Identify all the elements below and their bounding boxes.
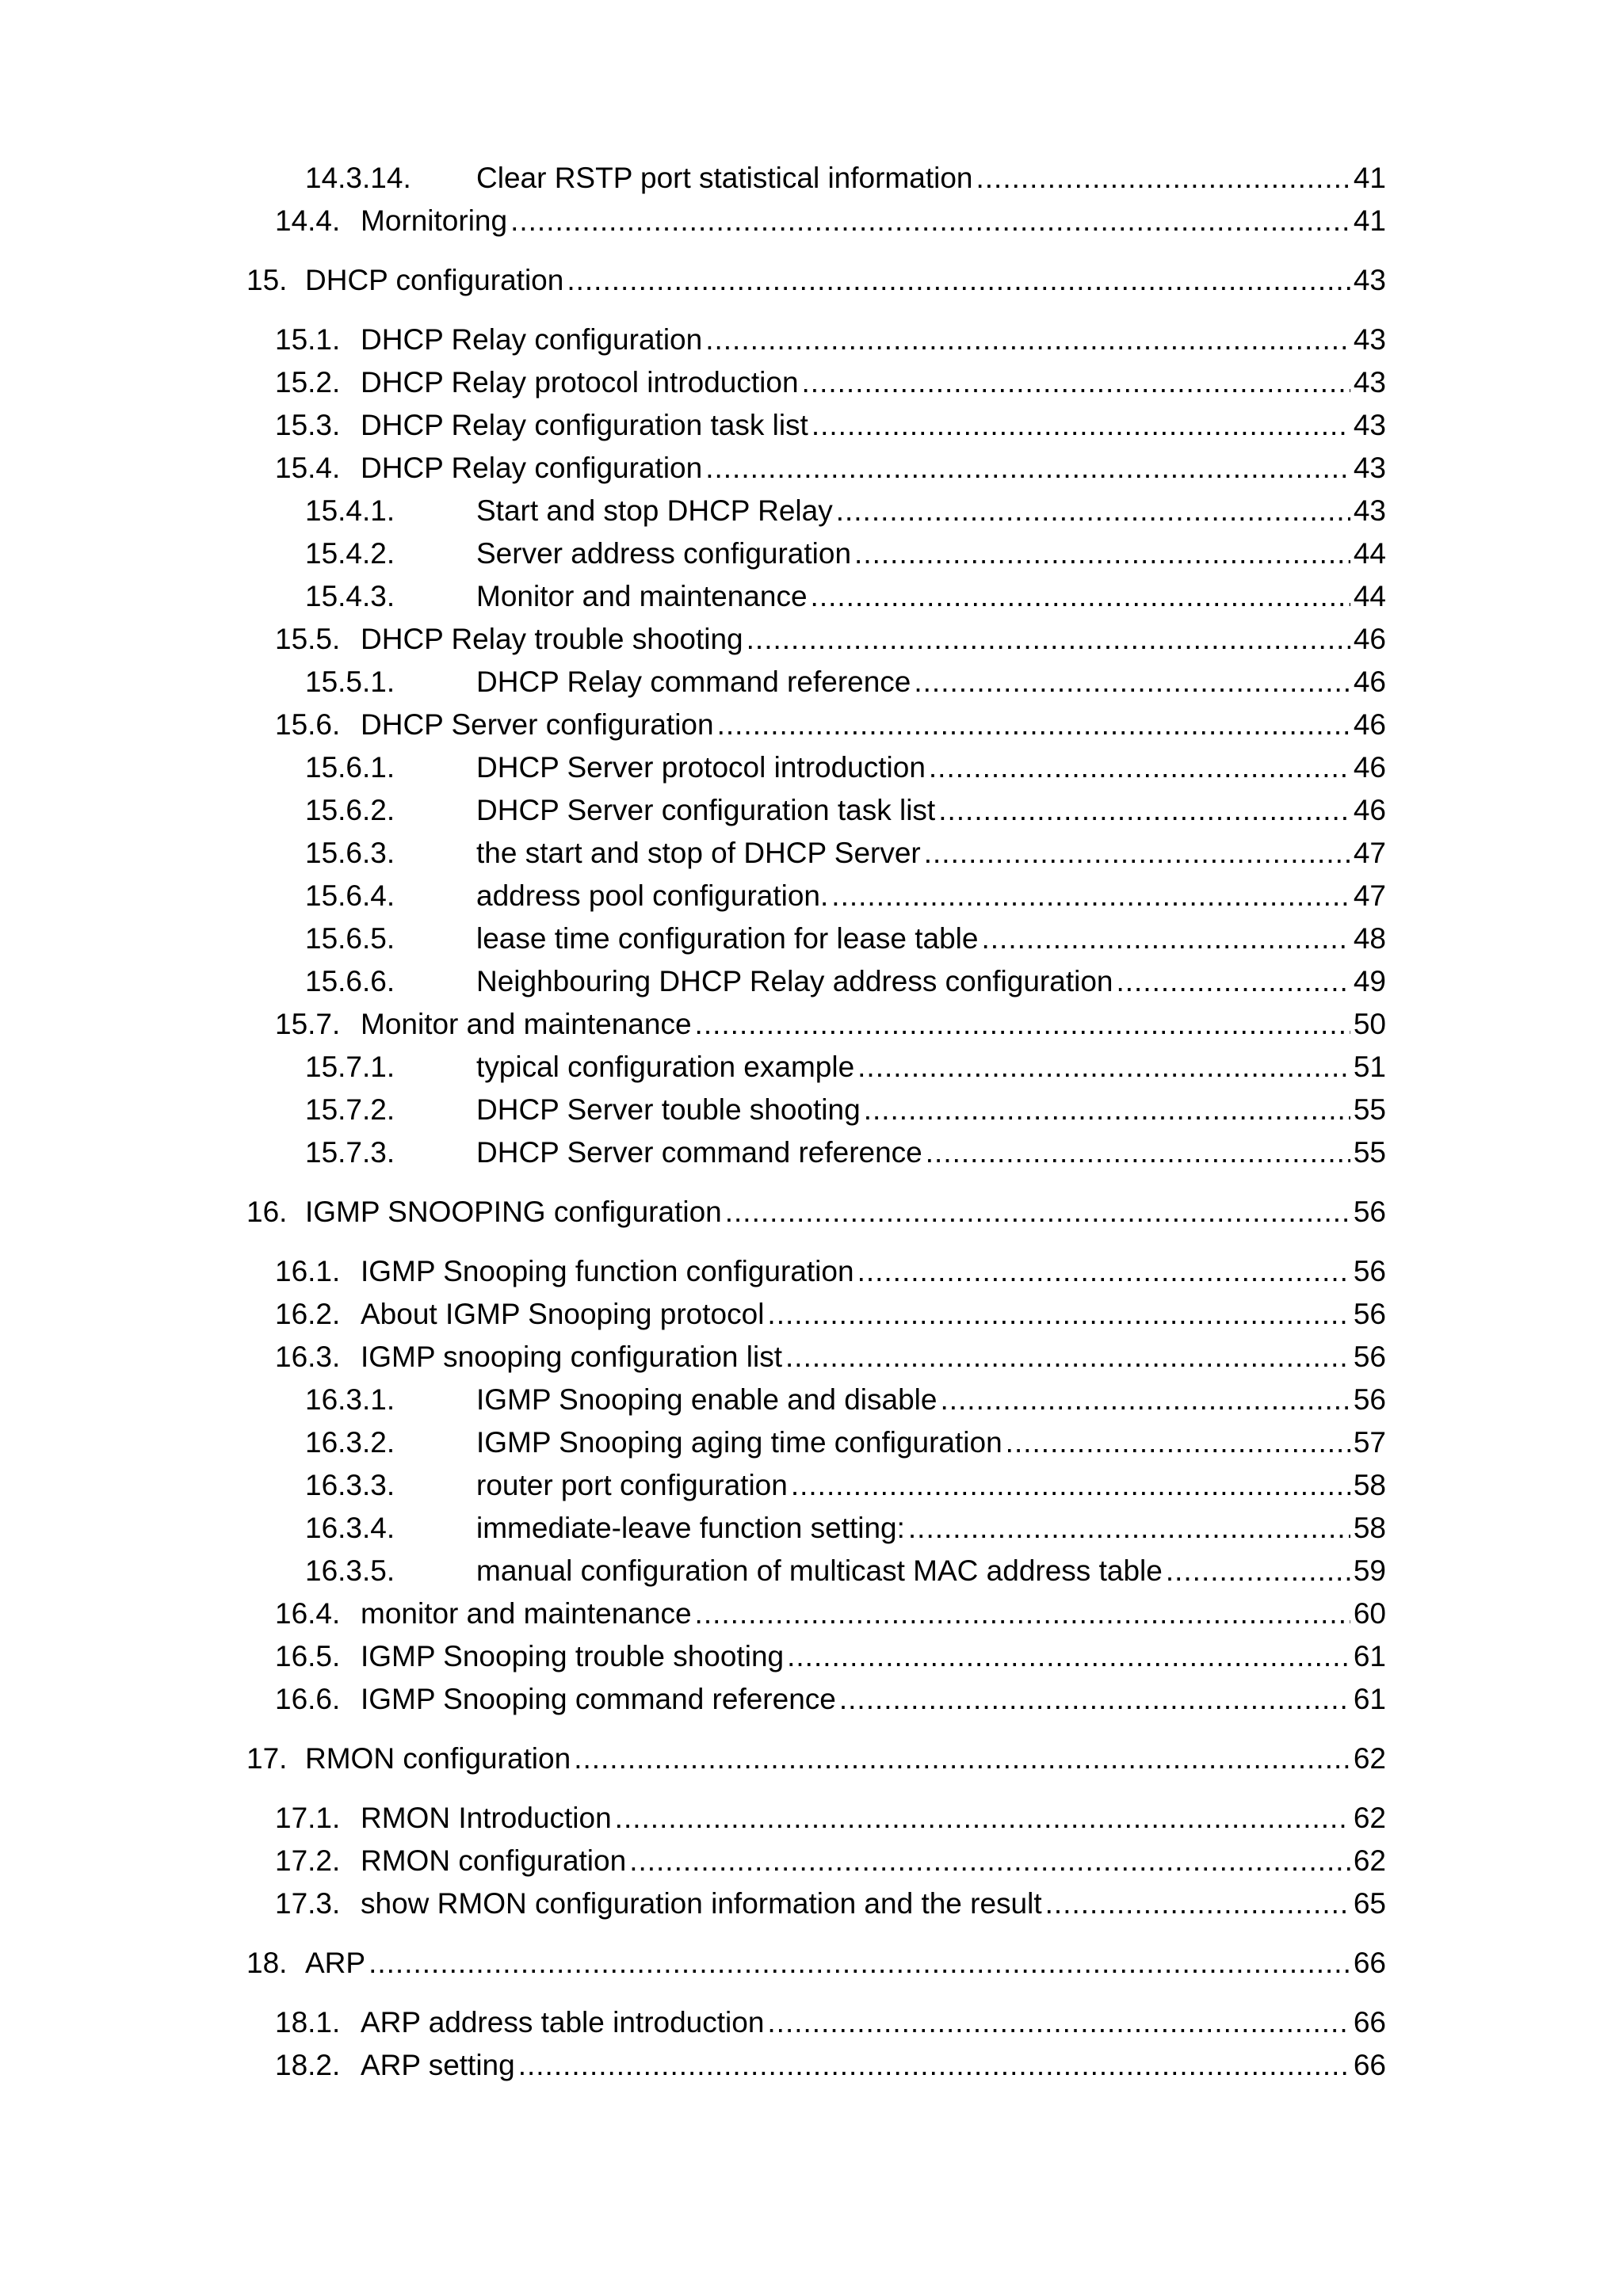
toc-page-number: 44 bbox=[1353, 580, 1386, 612]
toc-entry-number: 15.4.2. bbox=[305, 537, 395, 570]
toc-page-number: 56 bbox=[1353, 1196, 1386, 1228]
toc-dot-leader bbox=[1166, 1550, 1350, 1592]
toc-entry-title: IGMP Snooping enable and disable bbox=[476, 1383, 938, 1416]
toc-dot-leader bbox=[369, 1942, 1350, 1985]
toc-page-number: 56 bbox=[1353, 1298, 1386, 1330]
toc-dot-leader bbox=[802, 361, 1350, 404]
toc-page-number: 47 bbox=[1353, 879, 1386, 912]
toc-page-number: 46 bbox=[1353, 751, 1386, 784]
toc-dot-leader bbox=[908, 1507, 1350, 1550]
toc-entry[interactable] bbox=[246, 1840, 1386, 1882]
toc-page-number: 56 bbox=[1353, 1341, 1386, 1373]
toc-entry-number: 15.6.5. bbox=[305, 922, 395, 955]
toc-entry[interactable] bbox=[246, 960, 1386, 1003]
toc-dot-leader bbox=[1117, 960, 1350, 1003]
toc-page-number: 47 bbox=[1353, 837, 1386, 869]
toc-entry-number: 15.4. bbox=[275, 452, 341, 484]
toc-entry-number: 16.3.4. bbox=[305, 1512, 395, 1544]
toc-entry-number: 14.4. bbox=[275, 204, 341, 237]
toc-entry[interactable] bbox=[246, 490, 1386, 532]
toc-dot-leader bbox=[926, 1131, 1350, 1174]
toc-entry-number: 15.7.3. bbox=[305, 1136, 395, 1169]
toc-entry-title: DHCP Relay configuration bbox=[361, 323, 703, 356]
toc-entry-title: Monitor and maintenance bbox=[476, 580, 808, 612]
toc-entry-title: DHCP Server configuration bbox=[361, 708, 714, 741]
toc-entry[interactable] bbox=[246, 447, 1386, 490]
toc-entry-title: DHCP Relay command reference bbox=[476, 666, 911, 698]
toc-dot-leader bbox=[976, 157, 1350, 200]
toc-page-number: 41 bbox=[1353, 162, 1386, 194]
toc-entry-number: 15.1. bbox=[275, 323, 341, 356]
toc-page-number: 61 bbox=[1353, 1640, 1386, 1672]
toc-entry[interactable] bbox=[246, 318, 1386, 361]
toc-entry[interactable] bbox=[246, 1191, 1386, 1234]
toc-entry-title: IGMP Snooping trouble shooting bbox=[361, 1640, 785, 1672]
toc-entry-number: 17.1. bbox=[275, 1802, 341, 1834]
toc-entry-title: the start and stop of DHCP Server bbox=[476, 837, 921, 869]
toc-dot-leader bbox=[695, 1003, 1350, 1046]
toc-page-number: 56 bbox=[1353, 1383, 1386, 1416]
toc-entry[interactable] bbox=[246, 1293, 1386, 1336]
toc-entry-number: 16.3. bbox=[275, 1341, 341, 1373]
toc-dot-leader bbox=[791, 1464, 1350, 1507]
toc-page-number: 65 bbox=[1353, 1887, 1386, 1920]
toc-entry-title: DHCP Server command reference bbox=[476, 1136, 922, 1169]
toc-dot-leader bbox=[940, 1379, 1350, 1421]
toc-entry-title: RMON configuration bbox=[361, 1844, 627, 1877]
toc-dot-leader bbox=[787, 1635, 1350, 1678]
toc-dot-leader bbox=[767, 1293, 1350, 1336]
toc-entry-title: monitor and maintenance bbox=[361, 1597, 692, 1630]
toc-entry[interactable] bbox=[246, 404, 1386, 447]
toc-entry-number: 16.1. bbox=[275, 1255, 341, 1287]
toc-entry-number: 15.6.6. bbox=[305, 965, 395, 997]
toc-dot-leader bbox=[811, 575, 1350, 618]
toc-entry[interactable] bbox=[246, 157, 1386, 200]
toc-dot-leader bbox=[785, 1336, 1350, 1379]
toc-entry[interactable] bbox=[246, 746, 1386, 789]
toc-dot-leader bbox=[857, 1046, 1350, 1089]
toc-entry[interactable] bbox=[246, 618, 1386, 661]
toc-page-number: 62 bbox=[1353, 1802, 1386, 1834]
toc-entry-title: show RMON configuration information and the result bbox=[361, 1887, 1042, 1920]
table-of-contents bbox=[246, 157, 1386, 2087]
toc-page-number: 55 bbox=[1353, 1136, 1386, 1169]
toc-entry-title: IGMP SNOOPING configuration bbox=[305, 1196, 722, 1228]
toc-entry[interactable] bbox=[246, 1678, 1386, 1721]
toc-entry[interactable] bbox=[246, 1635, 1386, 1678]
toc-page-number: 61 bbox=[1353, 1683, 1386, 1715]
toc-entry-number: 16.3.5. bbox=[305, 1554, 395, 1587]
toc-page-number: 66 bbox=[1353, 2006, 1386, 2039]
toc-dot-leader bbox=[831, 875, 1350, 917]
toc-entry-title: DHCP configuration bbox=[305, 264, 564, 296]
toc-entry[interactable] bbox=[246, 1942, 1386, 1985]
toc-entry[interactable] bbox=[246, 200, 1386, 242]
toc-entry-title: Start and stop DHCP Relay bbox=[476, 494, 833, 527]
toc-entry[interactable] bbox=[246, 1046, 1386, 1089]
toc-entry-title: DHCP Server touble shooting bbox=[476, 1093, 861, 1126]
toc-page-number: 66 bbox=[1353, 2049, 1386, 2081]
toc-entry-title: ARP bbox=[305, 1947, 366, 1979]
toc-dot-leader bbox=[914, 661, 1350, 704]
toc-entry-number: 15.7.1. bbox=[305, 1051, 395, 1083]
toc-entry-number: 15.3. bbox=[275, 409, 341, 441]
toc-page-number: 51 bbox=[1353, 1051, 1386, 1083]
toc-entry-title: IGMP Snooping aging time configuration bbox=[476, 1426, 1002, 1459]
toc-entry[interactable] bbox=[246, 1421, 1386, 1464]
toc-entry-number: 16.3.3. bbox=[305, 1469, 395, 1501]
toc-page-number: 46 bbox=[1353, 708, 1386, 741]
toc-entry-title: ARP address table introduction bbox=[361, 2006, 765, 2039]
toc-entry-title: DHCP Server configuration task list bbox=[476, 794, 936, 826]
toc-entry[interactable] bbox=[246, 1131, 1386, 1174]
toc-dot-leader bbox=[836, 490, 1350, 532]
toc-entry-number: 16.3.2. bbox=[305, 1426, 395, 1459]
toc-entry[interactable] bbox=[246, 917, 1386, 960]
toc-dot-leader bbox=[812, 404, 1350, 447]
toc-entry[interactable] bbox=[246, 1737, 1386, 1780]
toc-entry-title: About IGMP Snooping protocol bbox=[361, 1298, 765, 1330]
toc-entry-number: 16.4. bbox=[275, 1597, 341, 1630]
toc-entry[interactable] bbox=[246, 532, 1386, 575]
toc-entry-number: 15.2. bbox=[275, 366, 341, 399]
toc-entry-number: 16.5. bbox=[275, 1640, 341, 1672]
toc-page-number: 43 bbox=[1353, 409, 1386, 441]
toc-entry[interactable] bbox=[246, 789, 1386, 832]
toc-entry-number: 16.2. bbox=[275, 1298, 341, 1330]
toc-page-number: 44 bbox=[1353, 537, 1386, 570]
toc-entry-title: lease time configuration for lease table bbox=[476, 922, 979, 955]
toc-page-number: 43 bbox=[1353, 494, 1386, 527]
toc-entry[interactable] bbox=[246, 1592, 1386, 1635]
toc-dot-leader bbox=[854, 532, 1350, 575]
toc-dot-leader bbox=[938, 789, 1350, 832]
toc-entry-title: Monitor and maintenance bbox=[361, 1008, 692, 1040]
toc-dot-leader bbox=[518, 2044, 1350, 2087]
toc-entry-title: DHCP Relay protocol introduction bbox=[361, 366, 799, 399]
toc-page-number: 60 bbox=[1353, 1597, 1386, 1630]
toc-dot-leader bbox=[695, 1592, 1350, 1635]
toc-entry[interactable] bbox=[246, 1464, 1386, 1507]
toc-dot-leader bbox=[1006, 1421, 1350, 1464]
toc-entry[interactable] bbox=[246, 2001, 1386, 2044]
toc-entry[interactable] bbox=[246, 661, 1386, 704]
toc-entry-number: 18.1. bbox=[275, 2006, 341, 2039]
toc-dot-leader bbox=[857, 1250, 1350, 1293]
toc-entry-number: 18. bbox=[246, 1947, 288, 1979]
toc-page-number: 58 bbox=[1353, 1512, 1386, 1544]
toc-dot-leader bbox=[574, 1737, 1350, 1780]
toc-entry[interactable] bbox=[246, 704, 1386, 746]
toc-entry-number: 15.6.2. bbox=[305, 794, 395, 826]
toc-page-number: 46 bbox=[1353, 666, 1386, 698]
toc-entry-number: 15.7. bbox=[275, 1008, 341, 1040]
toc-page-number: 43 bbox=[1353, 452, 1386, 484]
toc-page-number: 55 bbox=[1353, 1093, 1386, 1126]
toc-page-number: 48 bbox=[1353, 922, 1386, 955]
toc-entry[interactable] bbox=[246, 2044, 1386, 2087]
toc-entry-title: DHCP Server protocol introduction bbox=[476, 751, 926, 784]
toc-entry-title: router port configuration bbox=[476, 1469, 788, 1501]
toc-entry[interactable] bbox=[246, 1089, 1386, 1131]
toc-entry-number: 15.5.1. bbox=[305, 666, 395, 698]
toc-dot-leader bbox=[615, 1797, 1350, 1840]
toc-entry[interactable] bbox=[246, 832, 1386, 875]
toc-dot-leader bbox=[705, 318, 1350, 361]
toc-entry-title: address pool configuration. bbox=[476, 879, 829, 912]
toc-entry-number: 15.6. bbox=[275, 708, 341, 741]
toc-dot-leader bbox=[747, 618, 1350, 661]
toc-entry-title: Neighbouring DHCP Relay address configuration bbox=[476, 965, 1113, 997]
toc-entry-title: Server address configuration bbox=[476, 537, 852, 570]
toc-entry[interactable] bbox=[246, 361, 1386, 404]
toc-page-number: 56 bbox=[1353, 1255, 1386, 1287]
toc-entry-title: IGMP Snooping command reference bbox=[361, 1683, 836, 1715]
toc-entry[interactable] bbox=[246, 1250, 1386, 1293]
toc-page-number: 66 bbox=[1353, 1947, 1386, 1979]
toc-entry-title: IGMP Snooping function configuration bbox=[361, 1255, 854, 1287]
toc-entry-title: DHCP Relay configuration task list bbox=[361, 409, 808, 441]
toc-page-number: 43 bbox=[1353, 264, 1386, 296]
toc-dot-leader bbox=[864, 1089, 1350, 1131]
toc-dot-leader bbox=[924, 832, 1350, 875]
toc-entry-number: 17.3. bbox=[275, 1887, 341, 1920]
toc-page-number: 49 bbox=[1353, 965, 1386, 997]
toc-entry-number: 14.3.14. bbox=[305, 162, 411, 194]
toc-page-number: 43 bbox=[1353, 323, 1386, 356]
toc-page-number: 46 bbox=[1353, 623, 1386, 655]
toc-entry[interactable] bbox=[246, 259, 1386, 302]
toc-entry-title: manual configuration of multicast MAC address table bbox=[476, 1554, 1163, 1587]
toc-page-number: 50 bbox=[1353, 1008, 1386, 1040]
toc-entry-number: 15.5. bbox=[275, 623, 341, 655]
toc-dot-leader bbox=[839, 1678, 1350, 1721]
toc-entry[interactable] bbox=[246, 1797, 1386, 1840]
toc-page-number: 43 bbox=[1353, 366, 1386, 399]
toc-page-number: 59 bbox=[1353, 1554, 1386, 1587]
toc-entry[interactable] bbox=[246, 575, 1386, 618]
toc-entry-title: RMON Introduction bbox=[361, 1802, 612, 1834]
toc-entry-title: Mornitoring bbox=[361, 204, 508, 237]
toc-entry[interactable] bbox=[246, 1379, 1386, 1421]
toc-entry-number: 17.2. bbox=[275, 1844, 341, 1877]
toc-entry-number: 15.6.1. bbox=[305, 751, 395, 784]
toc-dot-leader bbox=[929, 746, 1350, 789]
toc-dot-leader bbox=[510, 200, 1350, 242]
toc-entry-title: DHCP Relay trouble shooting bbox=[361, 623, 743, 655]
toc-page-number: 58 bbox=[1353, 1469, 1386, 1501]
toc-entry-title: immediate-leave function setting: bbox=[476, 1512, 905, 1544]
toc-entry-number: 15.4.1. bbox=[305, 494, 395, 527]
toc-entry-title: Clear RSTP port statistical information bbox=[476, 162, 973, 194]
toc-entry-number: 15.7.2. bbox=[305, 1093, 395, 1126]
toc-page-number: 41 bbox=[1353, 204, 1386, 237]
toc-entry[interactable] bbox=[246, 1882, 1386, 1925]
toc-entry-number: 15.6.4. bbox=[305, 879, 395, 912]
toc-entry-number: 15.4.3. bbox=[305, 580, 395, 612]
toc-dot-leader bbox=[717, 704, 1350, 746]
toc-entry-title: DHCP Relay configuration bbox=[361, 452, 703, 484]
toc-entry[interactable] bbox=[246, 1550, 1386, 1592]
toc-entry[interactable] bbox=[246, 1003, 1386, 1046]
toc-entry-number: 15. bbox=[246, 264, 288, 296]
toc-entry-title: IGMP snooping configuration list bbox=[361, 1341, 783, 1373]
toc-page-number: 62 bbox=[1353, 1742, 1386, 1775]
toc-page-number: 57 bbox=[1353, 1426, 1386, 1459]
toc-dot-leader bbox=[981, 917, 1350, 960]
toc-entry-number: 16. bbox=[246, 1196, 288, 1228]
toc-entry-number: 16.6. bbox=[275, 1683, 341, 1715]
toc-entry-number: 16.3.1. bbox=[305, 1383, 395, 1416]
toc-entry-number: 17. bbox=[246, 1742, 288, 1775]
toc-dot-leader bbox=[567, 259, 1350, 302]
toc-entry[interactable] bbox=[246, 875, 1386, 917]
toc-dot-leader bbox=[629, 1840, 1350, 1882]
toc-entry[interactable] bbox=[246, 1507, 1386, 1550]
toc-page-number: 46 bbox=[1353, 794, 1386, 826]
toc-entry-title: ARP setting bbox=[361, 2049, 515, 2081]
toc-entry-number: 18.2. bbox=[275, 2049, 341, 2081]
toc-dot-leader bbox=[1045, 1882, 1350, 1925]
toc-entry[interactable] bbox=[246, 1336, 1386, 1379]
toc-entry-title: typical configuration example bbox=[476, 1051, 855, 1083]
toc-dot-leader bbox=[725, 1191, 1350, 1234]
toc-entry-number: 15.6.3. bbox=[305, 837, 395, 869]
toc-entry-title: RMON configuration bbox=[305, 1742, 571, 1775]
toc-dot-leader bbox=[767, 2001, 1350, 2044]
toc-dot-leader bbox=[705, 447, 1350, 490]
toc-page-number: 62 bbox=[1353, 1844, 1386, 1877]
